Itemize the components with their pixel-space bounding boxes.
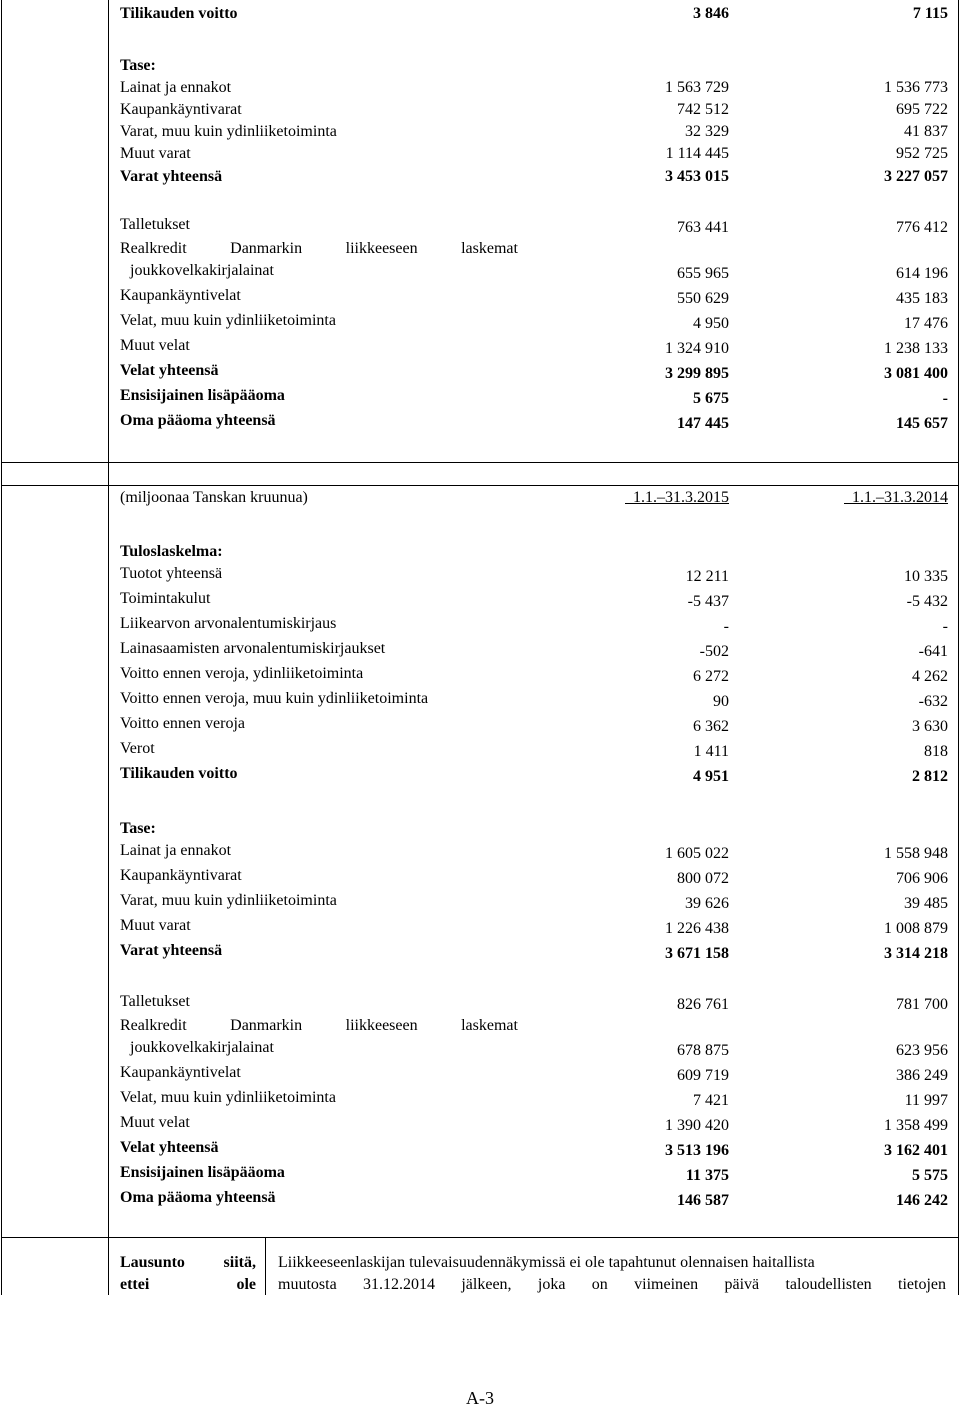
value-2015: 1 605 022 (665, 845, 729, 862)
value-2015: 1 324 910 (665, 340, 729, 357)
row-label: Talletukset (120, 993, 190, 1010)
total-row (120, 1189, 948, 1211)
value-2014: 7 115 (912, 5, 948, 22)
period-2014 (844, 489, 948, 507)
row-label: Toimintakulut (120, 590, 211, 607)
row-label: joukkovelkakirjalainat (130, 1039, 274, 1056)
table-row (120, 565, 948, 587)
statement-word: tietojen (898, 1276, 946, 1293)
value-2014: 10 335 (904, 568, 948, 585)
row-label: Lainasaamisten arvonalentumiskirjaukset (120, 640, 386, 657)
value-2015: 7 421 (693, 1092, 729, 1109)
table-row (120, 262, 948, 284)
value-2015: 32 329 (685, 123, 729, 140)
row-label: Kaupankäyntivarat (120, 867, 242, 884)
value-2014: 435 183 (896, 290, 948, 307)
heading-word: ole (236, 1276, 256, 1293)
value-2014: 11 997 (904, 1092, 948, 1109)
value-2014: -5 432 (906, 593, 948, 610)
row-label: Varat yhteensä (120, 942, 223, 959)
table-row (120, 240, 948, 262)
value-2014: 1 558 948 (884, 845, 948, 862)
table-row (120, 615, 948, 637)
value-2014: 146 242 (896, 1192, 948, 1209)
table-row (120, 740, 948, 762)
value-2014: 3 081 400 (884, 365, 948, 382)
heading-word: Lausunto (120, 1254, 185, 1271)
table-row (120, 715, 948, 737)
table-row (120, 690, 948, 712)
value-2015: 6 272 (693, 668, 729, 685)
value-2014: 3 630 (912, 718, 948, 735)
row-label: Voitto ennen veroja, muu kuin ydinliiketoiminta (120, 690, 429, 707)
value-2015: 4 951 (693, 768, 729, 785)
statement-heading (120, 1252, 256, 1296)
period-2015 (625, 489, 729, 507)
heading-line (120, 1252, 256, 1274)
table-row (120, 842, 948, 864)
row-label: Oma pääoma yhteensä (120, 1189, 276, 1206)
row-label: Kaupankäyntivelat (120, 287, 241, 304)
value-2014: 614 196 (896, 265, 948, 282)
value-2015: 4 950 (693, 315, 729, 332)
value-2014: 3 227 057 (884, 168, 948, 185)
row-separator (1, 485, 959, 486)
value-2015: - (723, 618, 729, 635)
value-2015: 742 512 (677, 101, 729, 118)
value-2014: 3 314 218 (884, 945, 948, 962)
table-row (120, 1089, 948, 1111)
row-label: Lainat ja ennakot (120, 842, 232, 859)
value-2015: 609 719 (677, 1067, 729, 1084)
value-2014: 706 906 (896, 870, 948, 887)
left-border (1, 0, 2, 1295)
heading-word: siitä, (223, 1254, 256, 1271)
heading-line (120, 1274, 256, 1296)
value-2014: 3 162 401 (884, 1142, 948, 1159)
row-label: Voitto ennen veroja, ydinliiketoiminta (120, 665, 364, 682)
value-2014: - (942, 390, 948, 407)
statement-word: päivä (724, 1276, 760, 1293)
value-2015: 678 875 (677, 1042, 729, 1059)
value-2014: 781 700 (896, 996, 948, 1013)
table-row (120, 216, 948, 238)
value-2015: 3 671 158 (665, 945, 729, 962)
value-2015: -502 (699, 643, 729, 660)
value-2015: 3 846 (693, 5, 729, 22)
row-label: Kaupankäyntivelat (120, 1064, 241, 1081)
row-label: Varat, muu kuin ydinliiketoiminta (120, 123, 337, 140)
row-label: Varat yhteensä (120, 168, 223, 185)
value-2014: 4 262 (912, 668, 948, 685)
value-2014: 17 476 (904, 315, 948, 332)
table-row (120, 1017, 948, 1039)
row-label (120, 240, 518, 258)
row-label: Muut velat (120, 337, 190, 354)
row-label: Tuotot yhteensä (120, 565, 223, 582)
row-label: Muut velat (120, 1114, 190, 1131)
table-row (120, 123, 948, 145)
value-2014: 818 (924, 743, 948, 760)
value-2015: 1 563 729 (665, 79, 729, 96)
statement-line-1: Liikkeeseenlaskijan tulevaisuudennäkymissä ei ole tapahtunut olennaisen haitallista (278, 1254, 815, 1271)
table-row (120, 665, 948, 687)
value-2014: 695 722 (896, 101, 948, 118)
table-row (120, 287, 948, 309)
value-2015: 1 411 (693, 743, 729, 760)
value-2015: -5 437 (687, 593, 729, 610)
value-2014: - (942, 618, 948, 635)
label-word: laskemat (461, 240, 518, 257)
balance-header: Tase: (120, 820, 156, 837)
column-divider (108, 0, 109, 1295)
table-row (120, 640, 948, 662)
row-label: Tilikauden voitto (120, 5, 238, 22)
section-header (120, 820, 948, 842)
value-2015: 6 362 (693, 718, 729, 735)
value-2015: 12 211 (685, 568, 729, 585)
statement-word: viimeinen (634, 1276, 699, 1293)
value-2015: 800 072 (677, 870, 729, 887)
period-2015-text: 1.1.–31.3.2015 (633, 489, 729, 506)
statement-word: 31.12.2014 (363, 1276, 436, 1293)
statement-line-2 (278, 1274, 946, 1296)
row-separator (1, 1237, 959, 1238)
value-2015: 3 299 895 (665, 365, 729, 382)
page-number: A-3 (466, 1388, 494, 1408)
value-2015: 5 675 (693, 390, 729, 407)
statement-word: jälkeen, (461, 1276, 512, 1293)
table-row (120, 1064, 948, 1086)
value-2015: 1 390 420 (665, 1117, 729, 1134)
table-row (120, 101, 948, 123)
row-label: Muut varat (120, 145, 191, 162)
value-2015: 147 445 (677, 415, 729, 432)
value-2015: 550 629 (677, 290, 729, 307)
balance-header: Tase: (120, 57, 156, 74)
table-row (120, 590, 948, 612)
row-label: Verot (120, 740, 155, 757)
profit-row (120, 765, 948, 787)
currency-label: (miljoonaa Tanskan kruunua) (120, 489, 308, 506)
row-label: Oma pääoma yhteensä (120, 412, 276, 429)
value-2014: 41 837 (904, 123, 948, 140)
value-2014: 386 249 (896, 1067, 948, 1084)
table-row (120, 79, 948, 101)
statement-word: on (591, 1276, 608, 1293)
value-2014: 1 358 499 (884, 1117, 948, 1134)
row-label: Velat yhteensä (120, 362, 219, 379)
row-label: Velat, muu kuin ydinliiketoiminta (120, 312, 336, 329)
table-row (120, 917, 948, 939)
row-label: Ensisijainen lisäpääoma (120, 387, 285, 404)
row-label: joukkovelkakirjalainat (130, 262, 274, 279)
value-2015: 826 761 (677, 996, 729, 1013)
table-row (120, 387, 948, 409)
label-word: liikkeeseen (345, 1017, 418, 1034)
value-2014: -641 (918, 643, 948, 660)
value-2014: 623 956 (896, 1042, 948, 1059)
value-2014: -632 (918, 693, 948, 710)
table-row (120, 867, 948, 889)
row-label: Voitto ennen veroja (120, 715, 246, 732)
value-2015: 1 114 445 (665, 145, 729, 162)
label-word: Danmarkin (230, 1017, 303, 1034)
row-separator (1, 462, 959, 463)
value-2015: 3 453 015 (665, 168, 729, 185)
value-2014: 5 575 (912, 1167, 948, 1184)
statement-word: muutosta (278, 1276, 337, 1293)
table-row (120, 993, 948, 1015)
section-header (120, 57, 948, 79)
value-2015: 3 513 196 (665, 1142, 729, 1159)
value-2015: 1 226 438 (665, 920, 729, 937)
statement-word: taloudellisten (785, 1276, 872, 1293)
total-row (120, 1139, 948, 1161)
row-label: Velat, muu kuin ydinliiketoiminta (120, 1089, 336, 1106)
period-header (120, 489, 948, 511)
value-2015: 146 587 (677, 1192, 729, 1209)
value-2014: 952 725 (896, 145, 948, 162)
table-row (120, 312, 948, 334)
label-word: liikkeeseen (345, 240, 418, 257)
total-row (120, 942, 948, 964)
value-2014: 39 485 (904, 895, 948, 912)
footer-divider (265, 1238, 266, 1295)
table-row (120, 1114, 948, 1136)
value-2014: 145 657 (896, 415, 948, 432)
total-row (120, 412, 948, 434)
table-row (120, 1164, 948, 1186)
row-label: Muut varat (120, 917, 191, 934)
value-2015: 11 375 (685, 1167, 729, 1184)
statement-text (278, 1252, 946, 1296)
profit-row (120, 5, 948, 27)
table-row (120, 145, 948, 167)
row-label: Lainat ja ennakot (120, 79, 232, 96)
value-2015: 90 (713, 693, 729, 710)
row-label (120, 1017, 518, 1035)
table-row (120, 337, 948, 359)
row-label: Talletukset (120, 216, 190, 233)
value-2015: 655 965 (677, 265, 729, 282)
value-2014: 776 412 (896, 219, 948, 236)
row-label: Kaupankäyntivarat (120, 101, 242, 118)
section-header (120, 543, 948, 565)
value-2014: 2 812 (912, 768, 948, 785)
heading-word: ettei (120, 1276, 150, 1293)
value-2014: 1 536 773 (884, 79, 948, 96)
value-2014: 1 008 879 (884, 920, 948, 937)
row-label: Varat, muu kuin ydinliiketoiminta (120, 892, 337, 909)
table-row (120, 892, 948, 914)
label-word: Realkredit (120, 240, 187, 257)
table-row (120, 1039, 948, 1061)
row-label: Velat yhteensä (120, 1139, 219, 1156)
value-2015: 763 441 (677, 219, 729, 236)
total-row (120, 168, 948, 190)
statement-word: joka (537, 1276, 566, 1293)
value-2014: 1 238 133 (884, 340, 948, 357)
label-word: Danmarkin (230, 240, 303, 257)
right-border (958, 0, 959, 1295)
label-word: laskemat (461, 1017, 518, 1034)
label-word: Realkredit (120, 1017, 187, 1034)
period-2014-text: 1.1.–31.3.2014 (852, 489, 948, 506)
row-label: Liikearvon arvonalentumiskirjaus (120, 615, 337, 632)
income-header: Tuloslaskelma: (120, 543, 223, 560)
row-label: Tilikauden voitto (120, 765, 238, 782)
row-label: Ensisijainen lisäpääoma (120, 1164, 285, 1181)
total-row (120, 362, 948, 384)
value-2015: 39 626 (685, 895, 729, 912)
